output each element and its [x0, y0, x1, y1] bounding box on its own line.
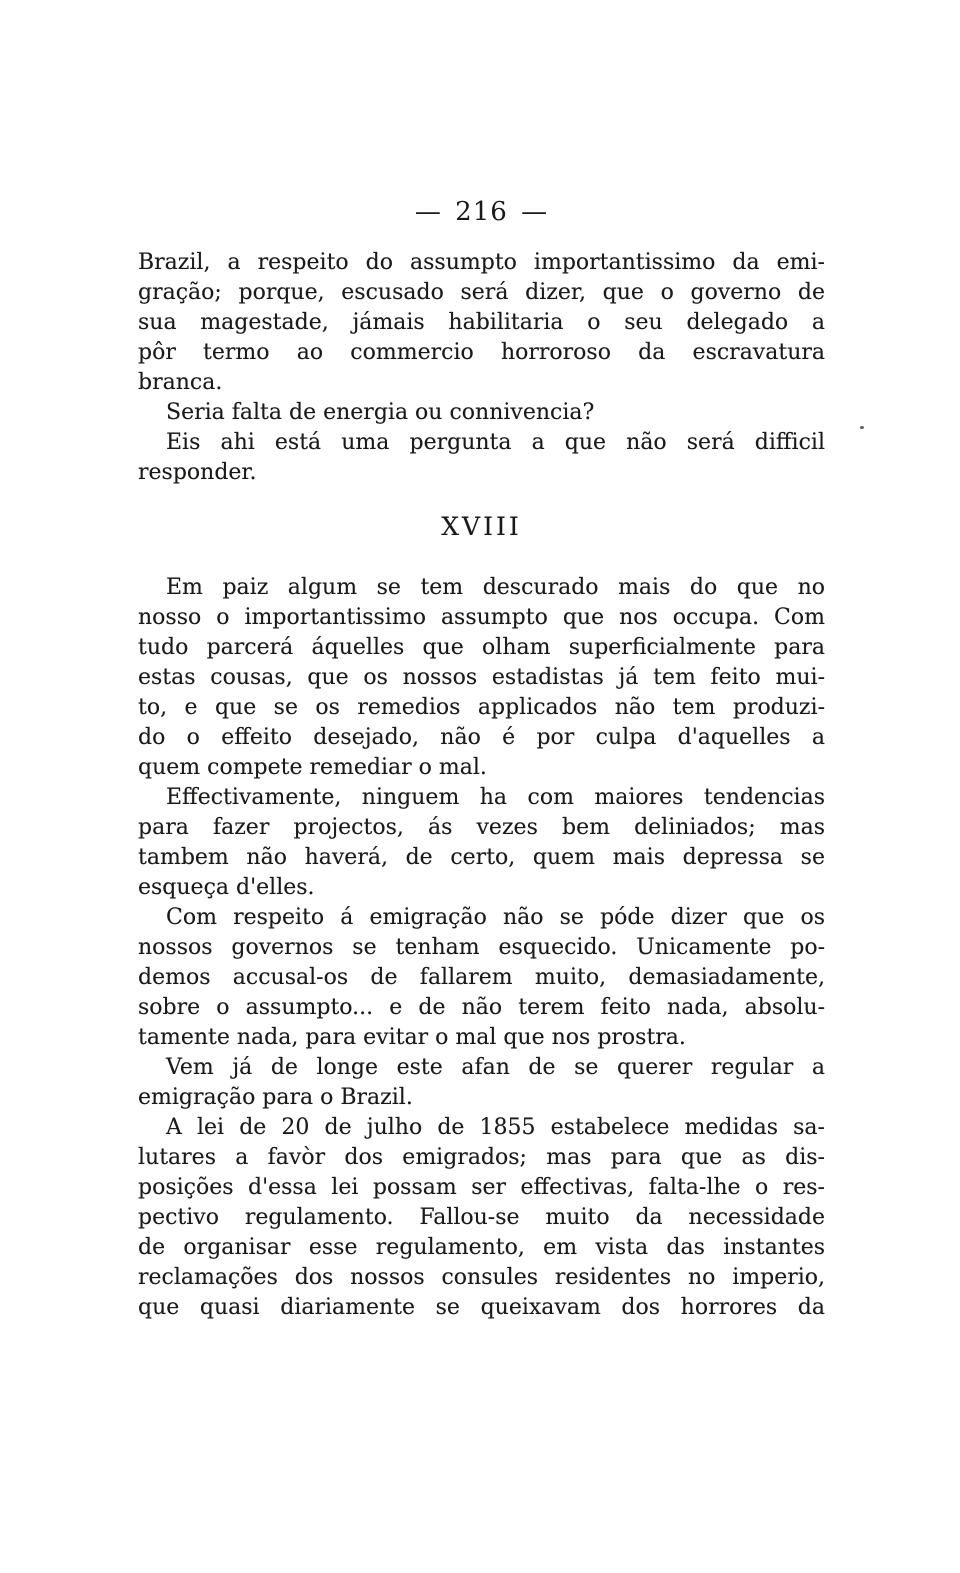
- text-line: Em paiz algum se tem descurado mais do que no: [166, 575, 825, 600]
- text-line: reclamações dos nossos consules residentes no imperio,: [138, 1265, 825, 1290]
- text-line: pôr termo ao commercio horroroso da escravatura: [138, 340, 825, 365]
- text-line: tamente nada, para evitar o mal que nos prostra.: [138, 1025, 686, 1050]
- text-line: do o effeito desejado, não é por culpa d'aquelles a: [138, 725, 825, 750]
- text-line: branca.: [138, 370, 223, 395]
- text-line: posições d'essa lei possam ser effectivas, falta-lhe o res-: [138, 1175, 825, 1200]
- text-body: [138, 248, 825, 1323]
- text-line: Seria falta de energia ou connivencia?: [166, 400, 595, 425]
- paragraph: [138, 248, 825, 398]
- text-line: demos accusal-os de fallarem muito, demasiadamente,: [138, 965, 825, 990]
- text-line: gração; porque, escusado será dizer, que o governo de: [138, 280, 825, 305]
- text-line: pectivo regulamento. Fallou-se muito da necessidade: [138, 1205, 825, 1230]
- section-heading: XVIII: [441, 512, 522, 541]
- paragraph: [138, 1053, 825, 1113]
- paragraph: [138, 1113, 825, 1323]
- text-line: que quasi diariamente se queixavam dos horrores da: [138, 1295, 825, 1320]
- text-line: Brazil, a respeito do assumpto importantissimo da emi-: [138, 250, 825, 275]
- paragraph: [138, 428, 825, 488]
- text-line: to, e que se os remedios applicados não tem produzi-: [138, 695, 825, 720]
- text-line: A lei de 20 de julho de 1855 estabelece medidas sa-: [166, 1115, 825, 1140]
- text-line: sua magestade, jámais habilitaria o seu delegado a: [138, 310, 825, 335]
- text-line: esqueça d'elles.: [138, 875, 315, 900]
- paragraph: [138, 573, 825, 783]
- paragraph: [138, 783, 825, 903]
- text-line: nossos governos se tenham esquecido. Unicamente po-: [138, 935, 825, 960]
- text-line: quem compete remediar o mal.: [138, 755, 487, 780]
- page-number: — 216 —: [414, 197, 549, 227]
- paragraph: [138, 903, 825, 1053]
- ink-speck-artifact: [860, 426, 864, 429]
- paragraph: [138, 398, 825, 428]
- text-line: sobre o assumpto... e de não terem feito nada, absolu-: [138, 995, 825, 1020]
- text-line: Effectivamente, ninguem ha com maiores tendencias: [166, 785, 825, 810]
- text-line: Eis ahi está uma pergunta a que não será difficil: [166, 430, 825, 455]
- text-line: emigração para o Brazil.: [138, 1085, 413, 1110]
- text-line: nosso o importantissimo assumpto que nos occupa. Com: [138, 605, 825, 630]
- text-line: tudo parcerá áquelles que olham superficialmente para: [138, 635, 825, 660]
- text-line: para fazer projectos, ás vezes bem deliniados; mas: [138, 815, 825, 840]
- text-line: responder.: [138, 460, 257, 485]
- text-line: tambem não haverá, de certo, quem mais depressa se: [138, 845, 825, 870]
- text-line: lutares a favòr dos emigrados; mas para que as dis-: [138, 1145, 825, 1170]
- text-line: Com respeito á emigração não se póde dizer que os: [166, 905, 825, 930]
- text-line: Vem já de longe este afan de se querer regular a: [166, 1055, 825, 1080]
- text-line: de organisar esse regulamento, em vista das instantes: [138, 1235, 825, 1260]
- text-line: estas cousas, que os nossos estadistas já tem feito mui-: [138, 665, 825, 690]
